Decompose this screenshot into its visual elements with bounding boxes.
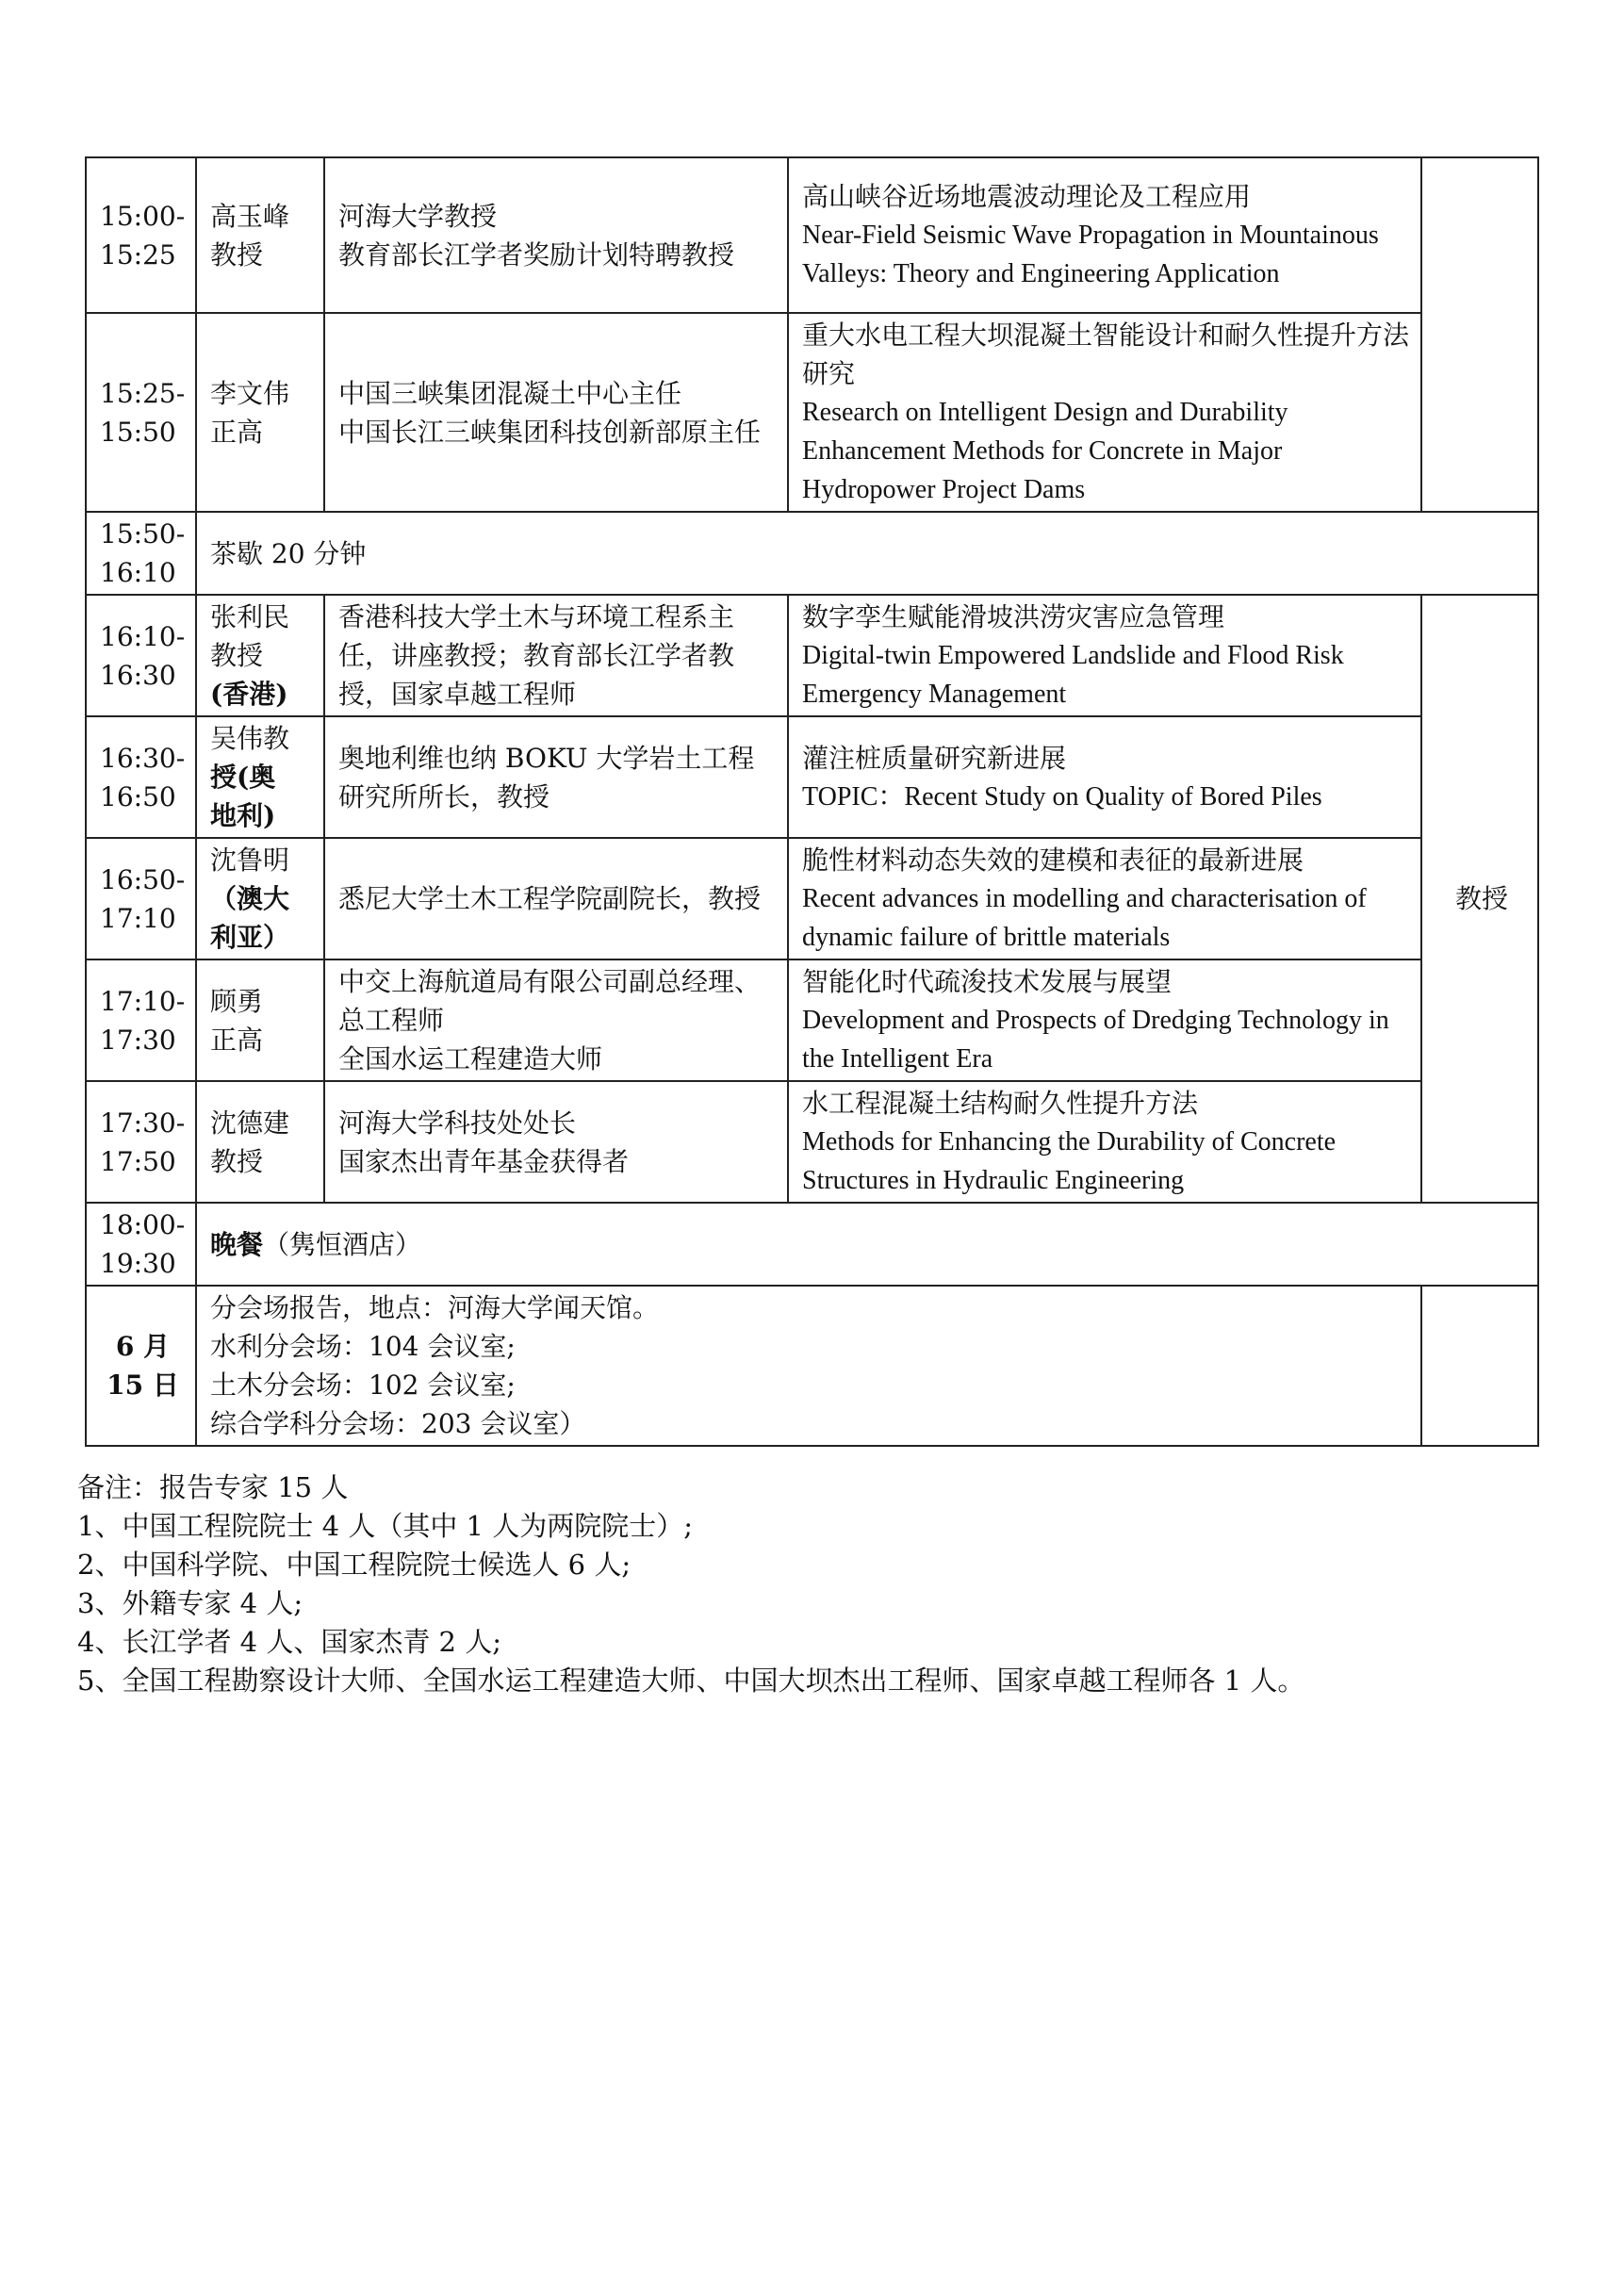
table-row [86, 716, 1538, 838]
host-cell [1421, 1286, 1538, 1446]
date-cell: 6 月 15 日 [86, 1286, 196, 1446]
topic-cell: 智能化时代疏浚技术发展与展望 Development and Prospects of Dredging Technology in the Intelligent Era [788, 959, 1421, 1081]
dinner-place: （隽恒酒店） [263, 1228, 422, 1260]
topic-cell: 重大水电工程大坝混凝土智能设计和耐久性提升方法研究 Research on Intelligent Design and Durability Enhancement Methods for Concrete in Major Hydropower Project Dams [788, 313, 1421, 512]
notes [77, 1468, 1304, 1700]
note-item: 5、全国工程勘察设计大师、全国水运工程建造大师、中国大坝杰出工程师、国家卓越工程师各 1 人。 [77, 1665, 1305, 1697]
session-cell: 分会场报告，地点：河海大学闻天馆。 水利分会场：104 会议室; 土木分会场：102 会议室; 综合学科分会场：203 会议室） [196, 1286, 1421, 1446]
topic-cell: 高山峡谷近场地震波动理论及工程应用 Near-Field Seismic Wave Propagation in Mountainous Valleys: Theory and Engineering Application [788, 157, 1421, 313]
time-cell: 15:50- 16:10 [86, 512, 196, 595]
notes-title: 备注：报告专家 15 人 [77, 1471, 349, 1503]
topic-cell: 灌注桩质量研究新进展 TOPIC：Recent Study on Quality of Bored Piles [788, 716, 1421, 838]
time-cell: 16:50- 17:10 [86, 838, 196, 959]
break-cell: 茶歇 20 分钟 [196, 512, 1538, 595]
time-cell: 17:30- 17:50 [86, 1081, 196, 1203]
topic-cell: 水工程混凝土结构耐久性提升方法 Methods for Enhancing the Durability of Concrete Structures in Hydraulic Engineering [788, 1081, 1421, 1203]
note-item: 1、中国工程院院士 4 人（其中 1 人为两院院士）; [77, 1510, 693, 1542]
speaker-cell: 吴伟教 授(奥 地利) [196, 716, 324, 838]
table-row [86, 838, 1538, 959]
affiliation-cell: 中交上海航道局有限公司副总经理、总工程师 全国水运工程建造大师 [324, 959, 788, 1081]
affiliation-cell: 中国三峡集团混凝土中心主任 中国长江三峡集团科技创新部原主任 [324, 313, 788, 512]
affiliation-cell: 香港科技大学土木与环境工程系主任，讲座教授；教育部长江学者教授，国家卓越工程师 [324, 595, 788, 716]
table-row [86, 313, 1538, 512]
speaker-cell: 沈鲁明 （澳大 利亚） [196, 838, 324, 959]
table-row [86, 512, 1538, 595]
note-item: 3、外籍专家 4 人; [77, 1587, 303, 1619]
host-cell [1421, 157, 1538, 512]
table-row [86, 1203, 1538, 1286]
affiliation-cell: 奥地利维也纳 BOKU 大学岩土工程研究所所长，教授 [324, 716, 788, 838]
table-row [86, 1286, 1538, 1446]
speaker-cell: 张利民 教授 (香港) [196, 595, 324, 716]
time-cell: 15:25- 15:50 [86, 313, 196, 512]
table-row [86, 959, 1538, 1081]
speaker-cell: 沈德建 教授 [196, 1081, 324, 1203]
speaker-cell: 李文伟 正高 [196, 313, 324, 512]
time-cell: 18:00- 19:30 [86, 1203, 196, 1286]
time-cell: 15:00- 15:25 [86, 157, 196, 313]
affiliation-cell: 悉尼大学土木工程学院副院长，教授 [324, 838, 788, 959]
affiliation-cell: 河海大学科技处处长 国家杰出青年基金获得者 [324, 1081, 788, 1203]
dinner-cell [196, 1203, 1538, 1286]
time-cell: 16:30- 16:50 [86, 716, 196, 838]
speaker-cell: 高玉峰 教授 [196, 157, 324, 313]
schedule-table [85, 156, 1539, 1447]
affiliation-cell: 河海大学教授 教育部长江学者奖励计划特聘教授 [324, 157, 788, 313]
speaker-cell: 顾勇 正高 [196, 959, 324, 1081]
table-row [86, 157, 1538, 313]
table-row [86, 595, 1538, 716]
host-cell: 教授 [1421, 595, 1538, 1203]
table-row [86, 1081, 1538, 1203]
topic-cell: 脆性材料动态失效的建模和表征的最新进展 Recent advances in modelling and characterisation of dynamic failure of brittle materials [788, 838, 1421, 959]
topic-cell: 数字孪生赋能滑坡洪涝灾害应急管理 Digital-twin Empowered Landslide and Flood Risk Emergency Management [788, 595, 1421, 716]
note-item: 4、长江学者 4 人、国家杰青 2 人; [77, 1626, 501, 1658]
dinner-label: 晚餐 [210, 1228, 264, 1260]
note-item: 2、中国科学院、中国工程院院士候选人 6 人; [77, 1549, 632, 1581]
time-cell: 16:10- 16:30 [86, 595, 196, 716]
time-cell: 17:10- 17:30 [86, 959, 196, 1081]
